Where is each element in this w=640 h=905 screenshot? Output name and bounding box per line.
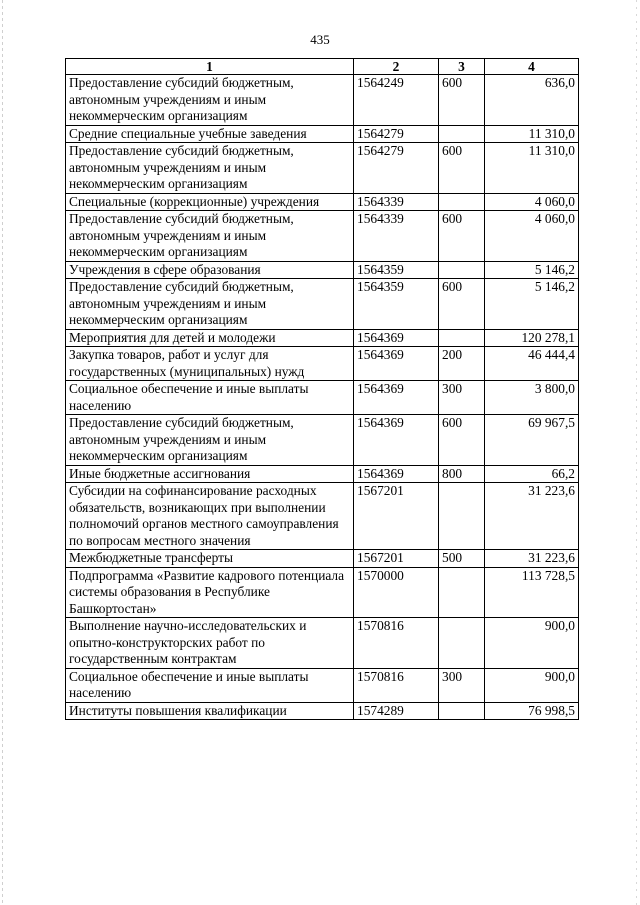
table-row: [66, 279, 579, 330]
row-code-cell: 1564369: [354, 381, 439, 415]
row-code-cell: 1570000: [354, 567, 439, 618]
header-kind-column: 3: [439, 59, 485, 75]
row-kind-cell: 800: [439, 465, 485, 483]
row-kind-cell: [439, 618, 485, 669]
table-row: [66, 550, 579, 568]
row-code-cell: 1564369: [354, 415, 439, 466]
row-amount-cell: 11 310,0: [485, 143, 579, 194]
row-name-cell: Предоставление субсидий бюджетным, автономным учреждениям и иным некоммерческим организациям: [66, 75, 354, 126]
header-row: [66, 59, 579, 75]
row-code-cell: 1564369: [354, 329, 439, 347]
scan-edge-right: [636, 0, 637, 905]
row-kind-cell: 600: [439, 211, 485, 262]
table-row: [66, 668, 579, 702]
table-row: [66, 143, 579, 194]
table-row: [66, 381, 579, 415]
header-amount-column: 4: [485, 59, 579, 75]
row-name-cell: Социальное обеспечение и иные выплаты населению: [66, 668, 354, 702]
row-code-cell: 1564279: [354, 143, 439, 194]
row-amount-cell: 4 060,0: [485, 211, 579, 262]
row-code-cell: 1574289: [354, 702, 439, 720]
row-amount-cell: 636,0: [485, 75, 579, 126]
row-amount-cell: 900,0: [485, 668, 579, 702]
row-kind-cell: [439, 329, 485, 347]
scan-edge-left: [2, 0, 3, 905]
row-name-cell: Средние специальные учебные заведения: [66, 125, 354, 143]
table-row: [66, 211, 579, 262]
row-name-cell: Предоставление субсидий бюджетным, автономным учреждениям и иным некоммерческим организациям: [66, 211, 354, 262]
row-amount-cell: 31 223,6: [485, 550, 579, 568]
row-amount-cell: 46 444,4: [485, 347, 579, 381]
row-amount-cell: 5 146,2: [485, 261, 579, 279]
row-kind-cell: [439, 261, 485, 279]
row-amount-cell: 113 728,5: [485, 567, 579, 618]
header-code-column: 2: [354, 59, 439, 75]
row-kind-cell: 200: [439, 347, 485, 381]
table-row: [66, 329, 579, 347]
row-amount-cell: 3 800,0: [485, 381, 579, 415]
row-kind-cell: 300: [439, 668, 485, 702]
row-code-cell: 1564249: [354, 75, 439, 126]
row-kind-cell: 600: [439, 279, 485, 330]
table-body: [66, 75, 579, 720]
row-amount-cell: 66,2: [485, 465, 579, 483]
table-row: [66, 193, 579, 211]
row-name-cell: Выполнение научно-исследовательских и опытно-конструкторских работ по государственным контрактам: [66, 618, 354, 669]
row-name-cell: Институты повышения квалификации: [66, 702, 354, 720]
row-kind-cell: [439, 483, 485, 550]
table-row: [66, 702, 579, 720]
row-code-cell: 1564369: [354, 465, 439, 483]
row-kind-cell: 600: [439, 143, 485, 194]
row-code-cell: 1564339: [354, 193, 439, 211]
row-code-cell: 1567201: [354, 483, 439, 550]
row-code-cell: 1564359: [354, 279, 439, 330]
table-row: [66, 347, 579, 381]
row-code-cell: 1564339: [354, 211, 439, 262]
table-row: [66, 567, 579, 618]
row-name-cell: Закупка товаров, работ и услуг для государственных (муниципальных) нужд: [66, 347, 354, 381]
row-code-cell: 1570816: [354, 668, 439, 702]
row-code-cell: 1564279: [354, 125, 439, 143]
table-row: [66, 75, 579, 126]
row-code-cell: 1570816: [354, 618, 439, 669]
row-amount-cell: 900,0: [485, 618, 579, 669]
table-row: [66, 465, 579, 483]
row-name-cell: Предоставление субсидий бюджетным, автономным учреждениям и иным некоммерческим организациям: [66, 279, 354, 330]
row-name-cell: Предоставление субсидий бюджетным, автономным учреждениям и иным некоммерческим организациям: [66, 143, 354, 194]
row-code-cell: 1564369: [354, 347, 439, 381]
row-amount-cell: 11 310,0: [485, 125, 579, 143]
row-name-cell: Предоставление субсидий бюджетным, автономным учреждениям и иным некоммерческим организациям: [66, 415, 354, 466]
row-name-cell: Специальные (коррекционные) учреждения: [66, 193, 354, 211]
row-kind-cell: [439, 193, 485, 211]
table-row: [66, 483, 579, 550]
row-amount-cell: 5 146,2: [485, 279, 579, 330]
row-name-cell: Субсидии на софинансирование расходных обязательств, возникающих при выполнении полномочий органов местного самоуправления по вопросам местного значения: [66, 483, 354, 550]
row-kind-cell: [439, 125, 485, 143]
table-row: [66, 415, 579, 466]
row-name-cell: Подпрограмма «Развитие кадрового потенциала системы образования в Республике Башкортостан»: [66, 567, 354, 618]
row-amount-cell: 4 060,0: [485, 193, 579, 211]
row-kind-cell: 600: [439, 75, 485, 126]
row-name-cell: Социальное обеспечение и иные выплаты населению: [66, 381, 354, 415]
row-amount-cell: 69 967,5: [485, 415, 579, 466]
row-kind-cell: [439, 567, 485, 618]
row-name-cell: Учреждения в сфере образования: [66, 261, 354, 279]
header-name-column: 1: [66, 59, 354, 75]
page-number: 435: [310, 32, 330, 47]
row-code-cell: 1567201: [354, 550, 439, 568]
row-amount-cell: 31 223,6: [485, 483, 579, 550]
row-amount-cell: 76 998,5: [485, 702, 579, 720]
table-row: [66, 125, 579, 143]
row-name-cell: Иные бюджетные ассигнования: [66, 465, 354, 483]
row-kind-cell: [439, 702, 485, 720]
row-kind-cell: 300: [439, 381, 485, 415]
table-row: [66, 618, 579, 669]
row-name-cell: Мероприятия для детей и молодежи: [66, 329, 354, 347]
budget-table: [65, 58, 579, 720]
row-name-cell: Межбюджетные трансферты: [66, 550, 354, 568]
row-kind-cell: 600: [439, 415, 485, 466]
row-amount-cell: 120 278,1: [485, 329, 579, 347]
table-row: [66, 261, 579, 279]
row-kind-cell: 500: [439, 550, 485, 568]
row-code-cell: 1564359: [354, 261, 439, 279]
